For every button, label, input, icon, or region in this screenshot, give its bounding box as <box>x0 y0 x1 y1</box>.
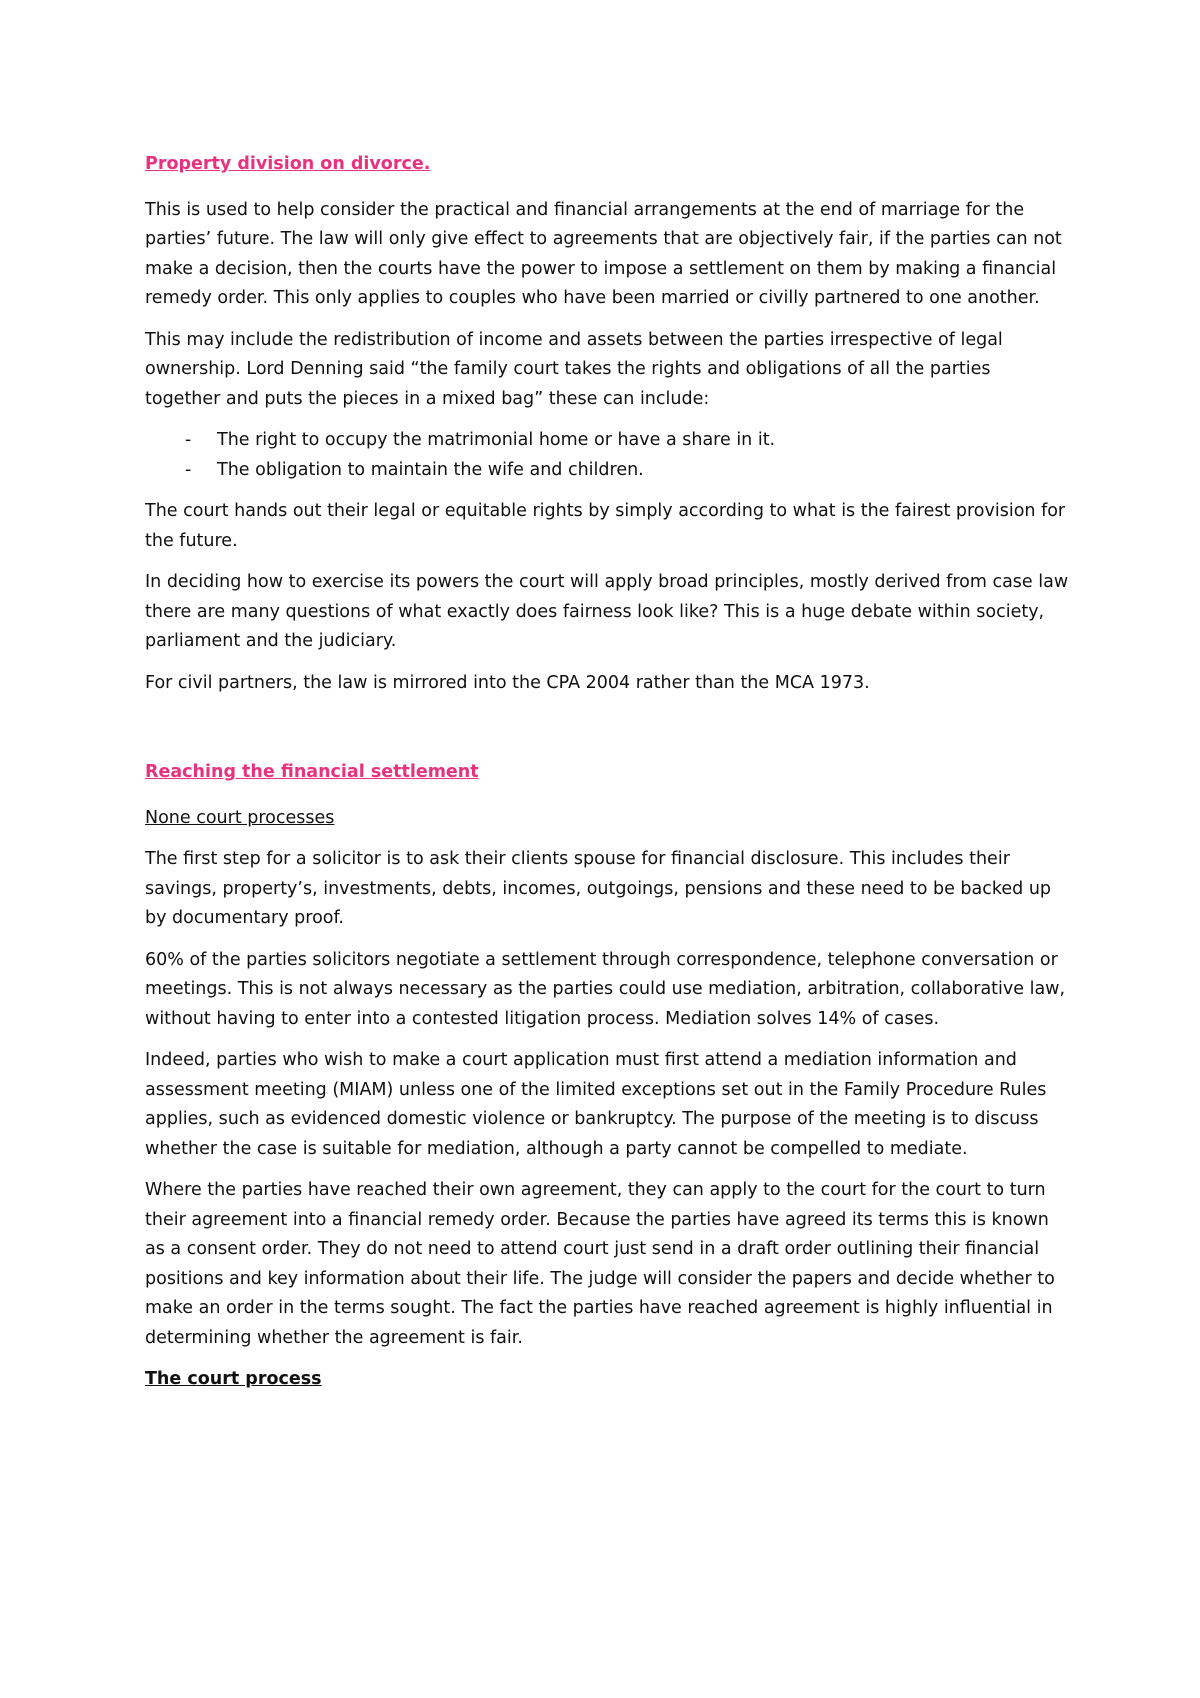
list-marker: - <box>185 459 192 480</box>
paragraph: Indeed, parties who wish to make a court application must first attend a mediation information and assessment meeting (MIAM) unless one of the limited exceptions set out in the Family Procedure Rules applies, such as evidenced domestic violence or bankruptcy. The purpose of the meeting is to discuss whether the case is suitable for mediation, although a party cannot be compelled to mediate. <box>145 1050 1047 1159</box>
list-item <box>145 456 1070 486</box>
subheading-none-court-processes: None court processes <box>145 807 335 828</box>
paragraph: For civil partners, the law is mirrored into the CPA 2004 rather than the MCA 1973. <box>145 672 870 693</box>
paragraph: This may include the redistribution of income and assets between the parties irrespective of legal ownership. Lord Denning said “the family court takes the rights and obligations of all the parties together and puts the pieces in a mixed bag” these can include: <box>145 329 1003 409</box>
list-marker: - <box>185 430 192 450</box>
subheading-court-process: The court process <box>145 1369 322 1389</box>
section-spacer <box>145 710 1070 758</box>
section-heading-property-division: Property division on divorce. <box>145 154 431 174</box>
paragraph: In deciding how to exercise its powers the court will apply broad principles, mostly derived from case law there are many questions of what exactly does fairness look like? This is a huge debate within society, parliament and the judiciary. <box>145 572 1069 651</box>
list-item <box>145 426 1070 456</box>
document-page <box>145 150 1070 1395</box>
paragraph: 60% of the parties solicitors negotiate a settlement through correspondence, telephone conversation or meetings. This is not always necessary as the parties could use mediation, arbitration, collaborative law, without having to enter into a contested litigation process. Mediation solves 14% of cases. <box>145 949 1066 1029</box>
paragraph: The first step for a solicitor is to ask their clients spouse for financial disclosure. This includes their savings, property’s, investments, debts, incomes, outgoings, pensions and these need to be backed up by documentary proof. <box>145 849 1052 928</box>
list-item-text: The right to occupy the matrimonial home or have a share in it. <box>217 430 776 450</box>
list-item-text: The obligation to maintain the wife and children. <box>217 459 644 480</box>
section-heading-financial-settlement: Reaching the financial settlement <box>145 762 479 782</box>
paragraph: Where the parties have reached their own agreement, they can apply to the court for the court to turn their agreement into a financial remedy order. Because the parties have agreed its terms this is known as a consent order. They do not need to attend court just send in a draft order outlining their financial positions and key information about their life. The judge will consider the papers and decide whether to make an order in the terms sought. The fact the parties have reached agreement is highly influential in determining whether the agreement is fair. <box>145 1180 1055 1348</box>
dash-list <box>145 426 1070 485</box>
paragraph: This is used to help consider the practical and financial arrangements at the end of marriage for the parties’ future. The law will only give effect to agreements that are objectively fair, if the parties can not make a decision, then the courts have the power to impose a settlement on them by making a financial remedy order. This only applies to couples who have been married or civilly partnered to one another. <box>145 199 1062 308</box>
paragraph: The court hands out their legal or equitable rights by simply according to what is the fairest provision for the future. <box>145 501 1066 551</box>
